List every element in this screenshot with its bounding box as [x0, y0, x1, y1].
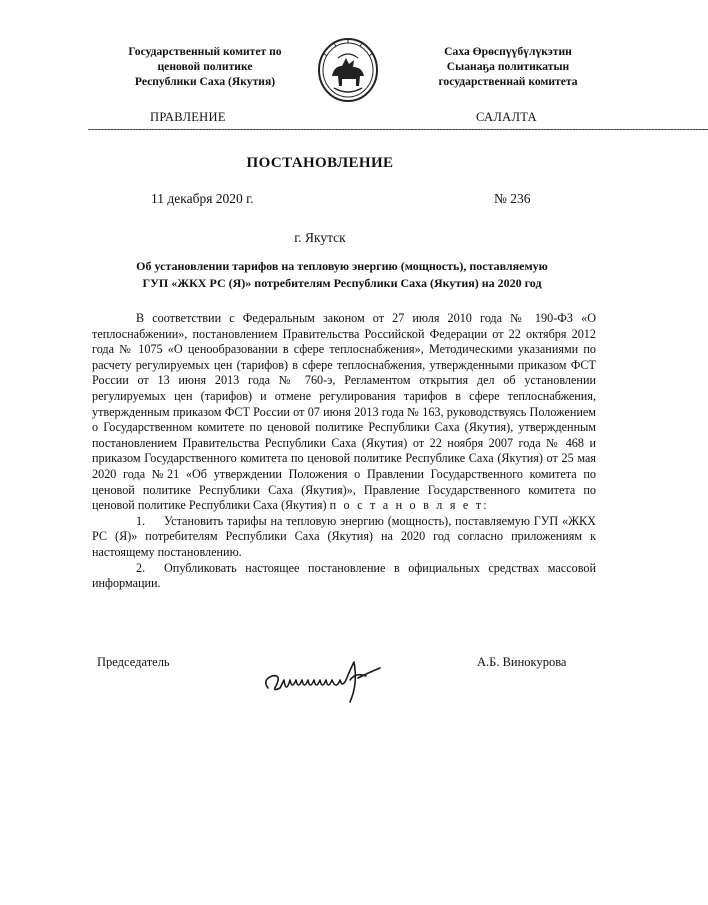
- item-number: 2.: [136, 560, 146, 575]
- resolution-item: [92, 514, 596, 561]
- signatory-role: Председатель: [97, 655, 170, 669]
- resolution-item: [92, 561, 596, 592]
- issuer-line: Государственный комитет по: [128, 45, 282, 58]
- issuer-line: Республики Саха (Якутия): [134, 75, 276, 88]
- issuer-line: Саха Өрөспүүбүлүкэтин: [444, 45, 572, 58]
- item-number: 1.: [136, 513, 146, 528]
- board-label-yakut: САЛАЛТА: [476, 110, 537, 124]
- document-number: № 236: [494, 191, 531, 206]
- issuer-line: Сыанаҕа политикатын: [446, 60, 570, 73]
- resolves-text: п о с т а н о в л я е т:: [329, 498, 489, 513]
- subject-line: ГУП «ЖКХ РС (Я)» потребителям Республики Саха (Якутия) на 2020 год: [142, 276, 542, 290]
- handwritten-signature: [258, 650, 388, 706]
- document-type-title: ПОСТАНОВЛЕНИЕ: [246, 155, 394, 171]
- document-subject: [92, 258, 592, 292]
- document-date: 11 декабря 2020 г.: [151, 191, 254, 206]
- document-city: г. Якутск: [294, 230, 346, 245]
- document-body: [92, 311, 596, 592]
- item-text: Установить тарифы на тепловую энергию (мощность), поставляемую ГУП «ЖКХ РС (Я)» потребителям Республики Саха (Якутия) на 2020 год согласно приложениям к настоящему постановлению.: [92, 513, 596, 559]
- issuer-line: государственнай комитета: [438, 75, 578, 88]
- issuer-header-yakut: [392, 44, 624, 89]
- issuer-line: ценовой политике: [157, 60, 253, 73]
- preamble-paragraph: [92, 311, 596, 514]
- coat-of-arms-icon: [316, 36, 380, 104]
- signatory-name: А.Б. Винокурова: [477, 655, 567, 669]
- board-label-russian: ПРАВЛЕНИЕ: [150, 110, 226, 124]
- item-text: Опубликовать настоящее постановление в официальных средствах массовой информации.: [92, 560, 596, 591]
- preamble-text: В соответствии с Федеральным законом от 27 июля 2010 года № 190-ФЗ «О теплоснабжении», постановлением Правительства Российской Федерации от 22 октября 2012 года № 1075 «О ценообразовании в сфере теплоснабжения», Методическими указаниями по расчету регулируемых цен (тарифов) в сфере теплоснабжения, утвержденными приказом ФСТ России от 13 июня 2013 года № 760-э, Регламентом открытия дел об установлении регулируемых цен (тарифов) и отмене регулирования тарифов в сфере теплоснабжения, утвержденным приказом ФСТ России от 07 июня 2013 года № 163, руководствуясь Положением о Государственном комитете по ценовой политике Республики Саха (Якутия), утвержденным постановлением Правительства Республики Саха (Якутия) от 22 ноября 2007 года № 468 и приказом Государственного комитета по ценовой политике Республике Саха (Якутия) от 25 мая 2020 года №21 «Об утверждении Положения о Правлении Государственного комитета по ценовой политике Республики Саха (Якутия)», Правление Государственного комитета по ценовой политике Республики Саха (Якутия): [92, 311, 596, 513]
- issuer-header-russian: [90, 44, 320, 89]
- header-divider: ----------------------------------------------------------------------------------------------------------------------------------------------------------------------------------------------------: [88, 123, 708, 135]
- subject-line: Об установлении тарифов на тепловую энергию (мощность), поставляемую: [136, 259, 548, 273]
